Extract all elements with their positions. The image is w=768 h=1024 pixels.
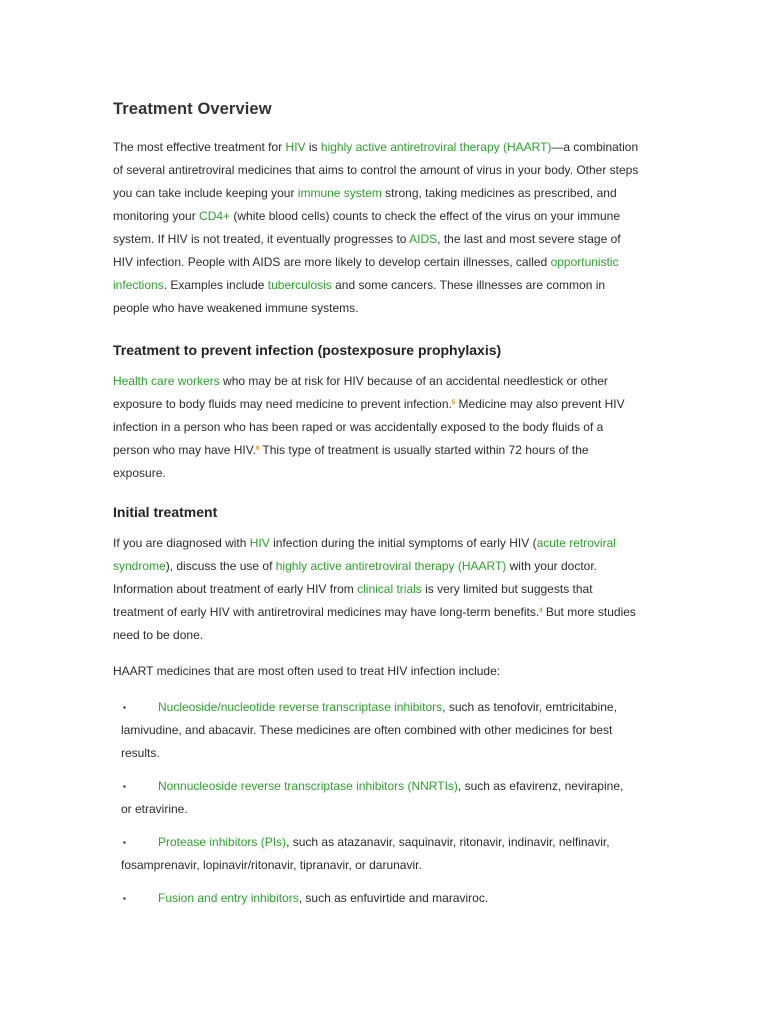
bullet-icon: ▪ xyxy=(123,894,126,903)
acute-retroviral-syndrome-link[interactable]: acute retroviral syndrome xyxy=(113,536,616,573)
article xyxy=(113,96,643,920)
bullet-icon: ▪ xyxy=(123,703,126,712)
page-title: Treatment Overview xyxy=(113,100,272,118)
haart-intro: HAART medicines that are most often used to treat HIV infection include: xyxy=(113,664,501,678)
bullet-icon: ▪ xyxy=(123,782,126,791)
fusion-entry-inhibitors-link[interactable]: Fusion and entry inhibitors xyxy=(158,891,299,905)
footnote-ref[interactable]: 6 xyxy=(255,446,260,452)
protease-inhibitors-link[interactable]: Protease inhibitors (PIs) xyxy=(158,835,287,849)
haart-link[interactable]: highly active antiretroviral therapy (HAART) xyxy=(275,559,507,573)
health-care-workers-link[interactable]: Health care workers xyxy=(113,374,220,388)
cd4-link[interactable]: CD4+ xyxy=(199,209,231,223)
clinical-trials-link[interactable]: clinical trials xyxy=(357,582,422,596)
nrti-link[interactable]: Nucleoside/nucleotide reverse transcriptase inhibitors xyxy=(158,700,443,714)
list-item: ▪ Nucleoside/nucleotide reverse transcriptase inhibitors, such as tenofovir, emtricitabine, lamivudine, and abacavir. These medicines are often combined with other medicines for best results. xyxy=(113,696,643,765)
opportunistic-infections-link[interactable]: opportunistic infections xyxy=(113,255,619,292)
section-heading-initial: Initial treatment xyxy=(113,504,218,520)
pep-paragraph: Health care workers who may be at risk for HIV because of an accidental needlestick or other exposure to body fluids may need medicine to prevent infection.$^5$ Medicine may also prevent HIV infection in a person who has been raped or was accidentally exposed to the body fluids of a person who may have HIV.$^6$ This type of treatment is usually started within 72 hours of the exposure. xyxy=(113,374,625,480)
haart-link[interactable]: highly active antiretroviral therapy (HAART) xyxy=(320,140,552,154)
section-heading-pep: Treatment to prevent infection (postexposure prophylaxis) xyxy=(113,342,502,358)
hiv-link[interactable]: HIV xyxy=(249,536,270,550)
tuberculosis-link[interactable]: tuberculosis xyxy=(267,278,332,292)
nnrti-link[interactable]: Nonnucleoside reverse transcriptase inhibitors (NNRTIs) xyxy=(158,779,458,793)
haart-medicines-list xyxy=(113,696,643,910)
list-item: ▪ Fusion and entry inhibitors, such as enfuvirtide and maraviroc. xyxy=(113,887,643,910)
hiv-link[interactable]: HIV xyxy=(285,140,306,154)
aids-link[interactable]: AIDS xyxy=(409,232,438,246)
intro-paragraph: The most effective treatment for HIV is highly active antiretroviral therapy (HAART)—a combination of several antiretroviral medicines that aims to control the amount of virus in your body. Other steps you can take include keeping your immune system strong, taking medicines as prescribed, and monitoring your CD4+ (white blood cells) counts to check the effect of the virus on your immune system. If HIV is not treated, it eventually progresses to AIDS, the last and most severe stage of HIV infection. People with AIDS are more likely to develop certain illnesses, called opportunistic infections. Examples include tuberculosis and some cancers. These illnesses are common in people who have weakened immune systems. xyxy=(113,140,639,315)
immune-system-link[interactable]: immune system xyxy=(297,186,382,200)
footnote-ref[interactable]: 5 xyxy=(451,400,456,406)
list-item: ▪ Nonnucleoside reverse transcriptase inhibitors (NNRTIs), such as efavirenz, nevirapine, or etravirine. xyxy=(113,775,643,821)
bullet-icon: ▪ xyxy=(123,838,126,847)
list-item: ▪ Protease inhibitors (PIs), such as atazanavir, saquinavir, ritonavir, indinavir, nelfinavir, fosamprenavir, lopinavir/ritonavir, tipranavir, or darunavir. xyxy=(113,831,643,877)
initial-paragraph: If you are diagnosed with HIV infection during the initial symptoms of early HIV (acute retroviral syndrome), discuss the use of highly active antiretroviral therapy (HAART) with your doctor. Information about treatment of early HIV from clinical trials is very limited but suggests that treatment of early HIV with antiretroviral medicines may have long-term benefits.$^4$ But more studies need to be done. xyxy=(113,536,636,642)
footnote-ref[interactable]: 4 xyxy=(539,608,543,614)
